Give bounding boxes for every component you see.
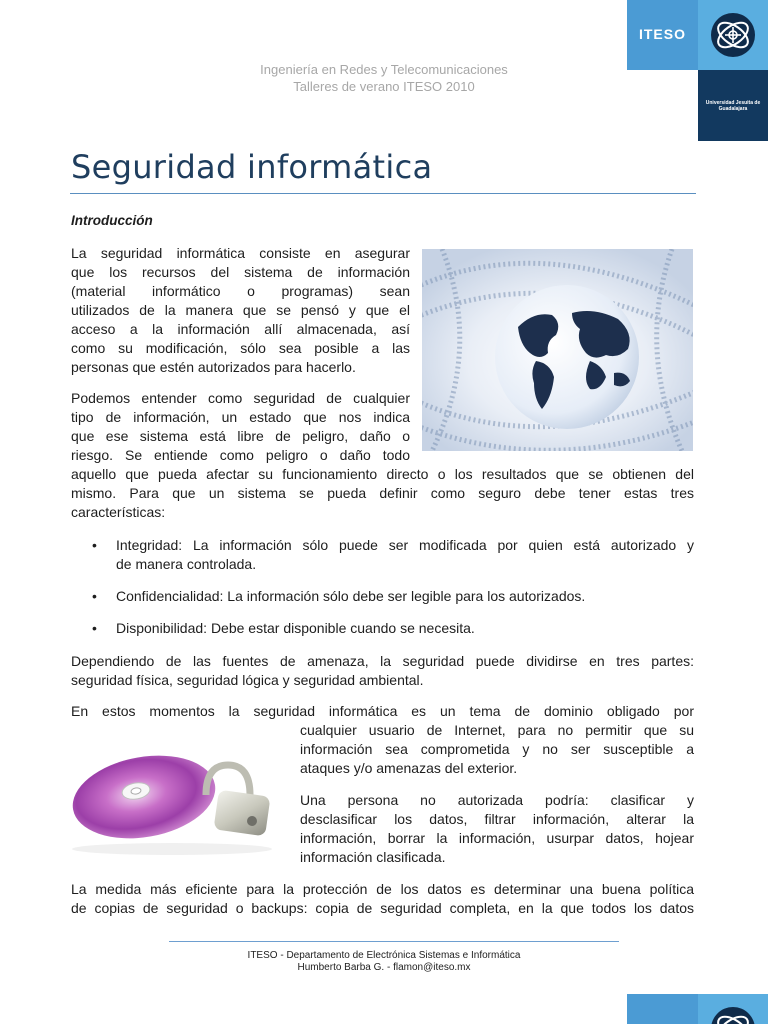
university-name: Universidad Jesuita de Guadalajara — [705, 100, 761, 112]
text-line: personas que estén autorizados para hacerlo. — [71, 359, 356, 375]
text-line: tipo de información, un estado que nos indica — [71, 409, 410, 425]
text-line: seguridad física, seguridad lógica y seguridad ambiental. — [71, 672, 424, 688]
header-event: Talleres de verano ITESO 2010 — [293, 79, 475, 94]
iteso-emblem-icon — [698, 0, 768, 70]
text-line: información, borrar la información, usurpar datos, hojear — [300, 830, 694, 846]
footer-author: Humberto Barba G. - flamon@iteso.mx — [297, 962, 471, 973]
text-line: En estos momentos la seguridad informática es un tema de dominio obligado por — [71, 703, 694, 719]
text-line: ataques y/o amenazas del exterior. — [300, 760, 518, 776]
iteso-logo-wordmark — [627, 0, 698, 70]
text-line: información clasificada. — [300, 849, 446, 865]
header-program: Ingeniería en Redes y Telecomunicaciones — [260, 62, 508, 77]
text-line: Una persona no autorizada podría: clasificar y — [300, 792, 694, 808]
text-line: que los recursos del sistema de información — [71, 264, 410, 280]
list-item-integrity-cont: de manera controlada. — [116, 556, 257, 572]
text-line: Dependiendo de las fuentes de amenaza, la seguridad puede dividirse en tres partes: — [71, 653, 694, 669]
text-line: como su modificación, sólo sea posible a las — [71, 340, 410, 356]
text-line: aquello que pueda afectar su funcionamiento directo o los resultados que se obtienen del — [71, 466, 694, 482]
logo-wordmark-text: ITESO — [638, 26, 686, 42]
bullet-icon: • — [92, 537, 97, 553]
text-line: mismo. Para que un sistema se pueda definir como seguro debe tener estas tres — [71, 485, 694, 501]
text-line: utilizados de la manera que se pensó y que el — [71, 302, 410, 318]
text-line: desclasificar los datos, filtrar información, alterar la — [300, 811, 694, 827]
footer-divider — [169, 941, 619, 942]
text-line: de copias de seguridad o backups: copia de seguridad completa, en la que todos los datos — [71, 900, 694, 916]
footer-department: ITESO - Departamento de Electrónica Sistemas e Informática — [247, 950, 521, 961]
bullet-icon: • — [92, 588, 97, 604]
iteso-logo-wordmark-next-page — [627, 994, 698, 1024]
text-line: características: — [71, 504, 166, 520]
text-line: La seguridad informática consiste en asegurar — [71, 245, 410, 261]
text-line: que ese sistema está libre de peligro, daño o — [71, 428, 410, 444]
globe-binary-image — [422, 249, 693, 451]
text-line: cualquier usuario de Internet, para no permitir que su — [300, 722, 694, 738]
iteso-emblem-icon-next-page — [698, 994, 768, 1024]
list-item-availability: Disponibilidad: Debe estar disponible cuando se necesita. — [116, 620, 475, 636]
text-line: (material informático o programas) sean — [71, 283, 410, 299]
text-line: acceso a la información allí almacenada, así — [71, 321, 410, 337]
text-line: Podemos entender como seguridad de cualquier — [71, 390, 410, 406]
text-line: riesgo. Se entiende como peligro o daño todo — [71, 447, 410, 463]
text-line: información sea comprometida y no ser susceptible a — [300, 741, 694, 757]
page-title: Seguridad informática — [71, 148, 433, 186]
section-heading: Introducción — [71, 213, 153, 228]
list-item-integrity: Integridad: La información sólo puede ser modificada por quien está autorizado y — [116, 537, 694, 553]
bullet-icon: • — [92, 620, 97, 636]
cd-padlock-image — [56, 725, 288, 865]
text-line: La medida más eficiente para la protección de los datos es determinar una buena política — [71, 881, 694, 897]
title-divider — [70, 193, 696, 194]
list-item-confidentiality: Confidencialidad: La información sólo debe ser legible para los autorizados. — [116, 588, 586, 604]
